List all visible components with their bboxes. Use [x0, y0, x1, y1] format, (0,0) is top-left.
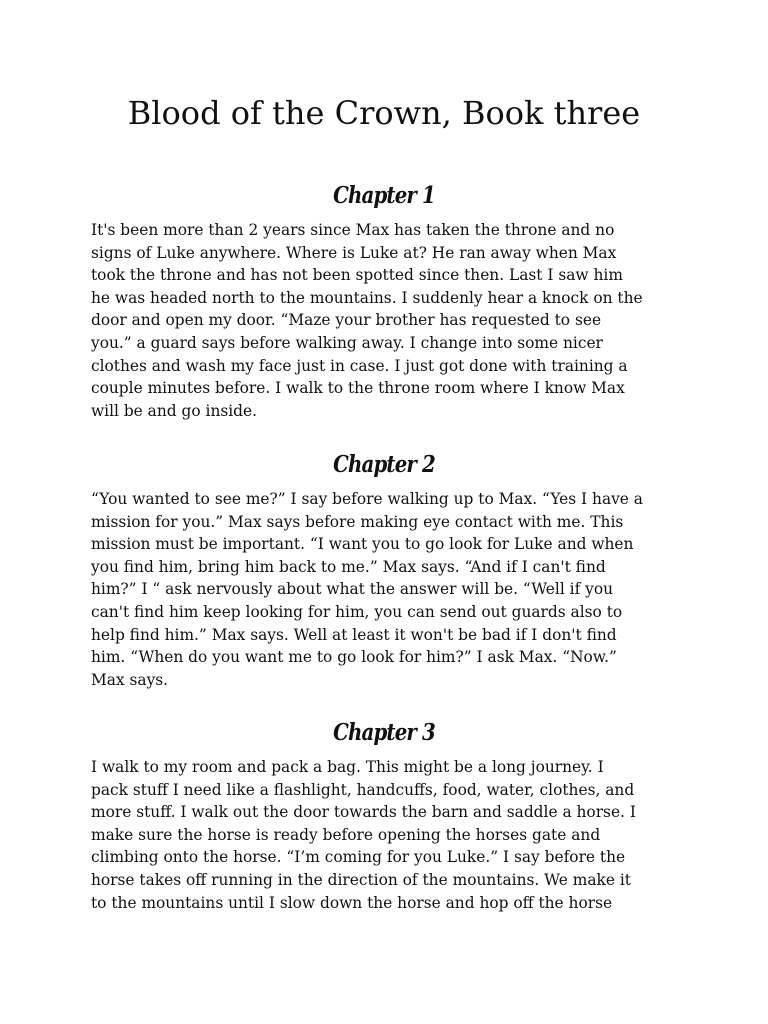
- text-line: him?” I “ ask nervously about what the answer will be. “Well if you: [91, 580, 614, 599]
- chapter-3-heading: Chapter 3: [333, 719, 435, 746]
- text-line: can't find him keep looking for him, you can send out guards also to: [91, 602, 623, 621]
- chapter-3-text: [91, 756, 683, 914]
- text-line: he was headed north to the mountains. I suddenly hear a knock on the: [91, 288, 643, 307]
- book-title: Blood of the Crown, Book three: [127, 94, 641, 132]
- text-line: horse takes off running in the direction of the mountains. We make it: [91, 870, 631, 889]
- chapter-2-heading: Chapter 2: [333, 451, 435, 478]
- text-line: you.” a guard says before walking away. I change into some nicer: [91, 333, 603, 352]
- text-line: mission must be important. “I want you to go look for Luke and when: [91, 535, 634, 554]
- text-line: to the mountains until I slow down the horse and hop off the horse: [91, 893, 613, 912]
- text-line: door and open my door. “Maze your brother has requested to see: [91, 311, 602, 330]
- text-line: more stuff. I walk out the door towards the barn and saddle a horse. I: [91, 803, 636, 822]
- text-line: “You wanted to see me?” I say before walking up to Max. “Yes I have a: [91, 490, 643, 508]
- text-line: make sure the horse is ready before opening the horses gate and: [91, 825, 601, 844]
- text-line: help find him.” Max says. Well at least it won't be bad if I don't find: [91, 625, 617, 644]
- text-line: couple minutes before. I walk to the throne room where I know Max: [91, 379, 625, 398]
- chapter-1-heading: Chapter 1: [333, 182, 435, 209]
- text-line: It's been more than 2 years since Max has taken the throne and no: [91, 221, 615, 239]
- text-line: will be and go inside.: [91, 401, 258, 420]
- chapter-2-text: [91, 488, 683, 691]
- text-line: signs of Luke anywhere. Where is Luke at? He ran away when Max: [91, 243, 617, 262]
- text-line: clothes and wash my face just in case. I just got done with training a: [91, 356, 628, 375]
- text-line: Max says.: [91, 670, 169, 689]
- chapter-1-text: [91, 219, 683, 422]
- text-line: mission for you.” Max says before making eye contact with me. This: [91, 512, 624, 531]
- text-line: took the throne and has not been spotted since then. Last I saw him: [91, 266, 623, 285]
- text-line: climbing onto the horse. “I’m coming for you Luke.” I say before the: [91, 848, 626, 867]
- text-line: him. “When do you want me to go look for him?” I ask Max. “Now.”: [91, 648, 617, 667]
- text-line: you find him, bring him back to me.” Max says. “And if I can't find: [91, 557, 606, 576]
- text-line: I walk to my room and pack a bag. This might be a long journey. I: [91, 758, 604, 776]
- text-line: pack stuff I need like a flashlight, handcuffs, food, water, clothes, and: [91, 780, 635, 799]
